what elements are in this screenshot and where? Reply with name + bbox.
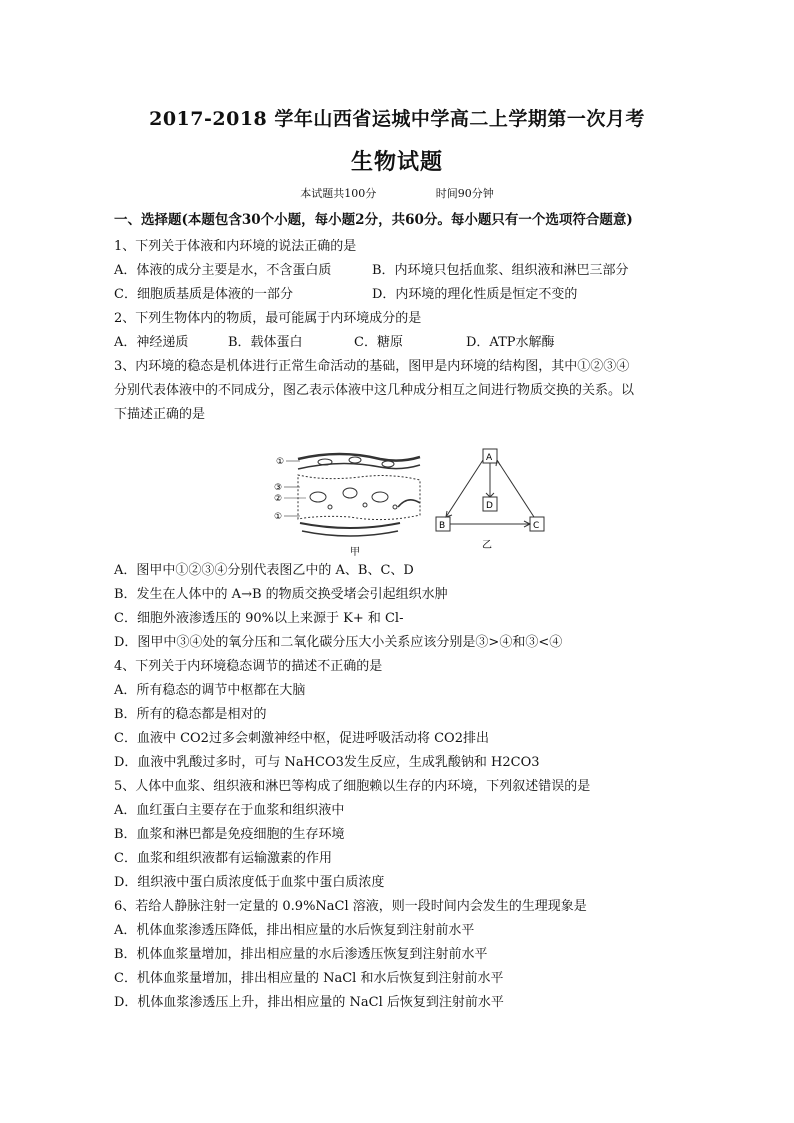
node-b: B <box>439 521 446 531</box>
q4-option-c: C．血液中 CO2过多会刺激神经中枢，促进呼吸活动将 CO2排出 <box>114 731 489 746</box>
q3-option-c: C．细胞外液渗透压的 90%以上来源于 K+ 和 Cl- <box>114 611 404 626</box>
q1-stem: 1、下列关于体液和内环境的说法正确的是 <box>114 239 357 254</box>
q2-option-d: D．ATP水解酶 <box>466 335 555 350</box>
q1-option-d: D．内环境的理化性质是恒定不变的 <box>372 287 578 302</box>
q3-figure <box>270 445 550 560</box>
q5-option-a: A．血红蛋白主要存在于血浆和组织液中 <box>114 803 345 818</box>
subject-title: 生物试题 <box>350 149 443 175</box>
q3-stem-line1: 3、内环境的稳态是机体进行正常生命活动的基础，图甲是内环境的结构图，其中①②③④ <box>114 359 630 374</box>
q2-options <box>114 334 555 352</box>
q3-stem-line2: 分别代表体液中的不同成分，图乙表示体液中这几种成分相互之间进行物质交换的关系。以 <box>114 383 635 398</box>
q5-option-b: B．血浆和淋巴都是免疫细胞的生存环境 <box>114 827 345 842</box>
fig-yi-label: 乙 <box>482 540 492 551</box>
q1-option-c: C．细胞质基质是体液的一部分 <box>114 287 293 302</box>
q3-option-d: D．图甲中③④处的氧分压和二氧化碳分压大小关系应该分别是③>④和③<④ <box>114 635 563 650</box>
q5-option-c: C．血浆和组织液都有运输激素的作用 <box>114 851 332 866</box>
node-c: C <box>533 521 540 531</box>
q4-option-a: A．所有稳态的调节中枢都在大脑 <box>114 683 306 698</box>
node-d: D <box>486 501 493 511</box>
figure-jia <box>298 454 420 536</box>
exam-meta <box>0 185 794 201</box>
q6-option-b: B．机体血浆量增加，排出相应量的水后渗透压恢复到注射前水平 <box>114 947 488 962</box>
q6-option-c: C．机体血浆量增加，排出相应量的 NaCl 和水后恢复到注射前水平 <box>114 971 504 986</box>
q3-figure-svg <box>270 445 550 560</box>
q2-option-b: B．载体蛋白 <box>228 335 303 350</box>
q2-stem: 2、下列生物体内的物质，最可能属于内环境成分的是 <box>114 311 422 326</box>
q4-stem: 4、下列关于内环境稳态调节的描述不正确的是 <box>114 659 383 674</box>
fig-jia-label: 甲 <box>350 547 360 558</box>
fig-label-2: ② <box>274 494 283 504</box>
q3-option-b: B．发生在人体中的 A→B 的物质交换受堵会引起组织水肿 <box>114 587 448 602</box>
fig-label-3: ③ <box>274 483 283 493</box>
q2-option-c: C．糖原 <box>354 335 403 350</box>
q5-stem: 5、人体中血浆、组织液和淋巴等构成了细胞赖以生存的内环境，下列叙述错误的是 <box>114 779 591 794</box>
q2-option-a: A．神经递质 <box>114 335 189 350</box>
q1-option-a: A．体液的成分主要是水，不含蛋白质 <box>114 263 332 278</box>
section-heading: 一、选择题(本题包含30个小题，每小题2分，共60分。每小题只有一个选项符合题意) <box>114 212 633 228</box>
q4-option-d: D．血液中乳酸过多时，可与 NaHCO3发生反应，生成乳酸钠和 H2CO3 <box>114 755 540 770</box>
q6-option-d: D．机体血浆渗透压上升，排出相应量的 NaCl 后恢复到注射前水平 <box>114 995 504 1010</box>
q1-options-row2 <box>114 286 577 304</box>
exam-title: 2017-2018 学年山西省运城中学高二上学期第一次月考 <box>149 108 645 130</box>
q3-option-a: A．图甲中①②③④分别代表图乙中的 A、B、C、D <box>114 563 414 578</box>
q6-stem: 6、若给人静脉注射一定量的 0.9%NaCl 溶液，则一段时间内会发生的生理现象是 <box>114 899 587 914</box>
q6-option-a: A．机体血浆渗透压降低，排出相应量的水后恢复到注射前水平 <box>114 923 475 938</box>
q5-option-d: D．组织液中蛋白质浓度低于血浆中蛋白质浓度 <box>114 875 385 890</box>
total-score: 本试题共100分 <box>300 187 377 200</box>
q1-option-b: B．内环境只包括血浆、组织液和淋巴三部分 <box>372 263 629 278</box>
fig-label-1: ① <box>276 457 285 467</box>
q3-stem-line3: 下描述正确的是 <box>114 407 206 422</box>
time-limit: 时间90分钟 <box>435 187 494 200</box>
q4-option-b: B．所有的稳态都是相对的 <box>114 707 267 722</box>
q1-options-row1 <box>114 262 629 280</box>
node-a: A <box>486 453 493 463</box>
fig-label-1b: ① <box>274 512 283 522</box>
